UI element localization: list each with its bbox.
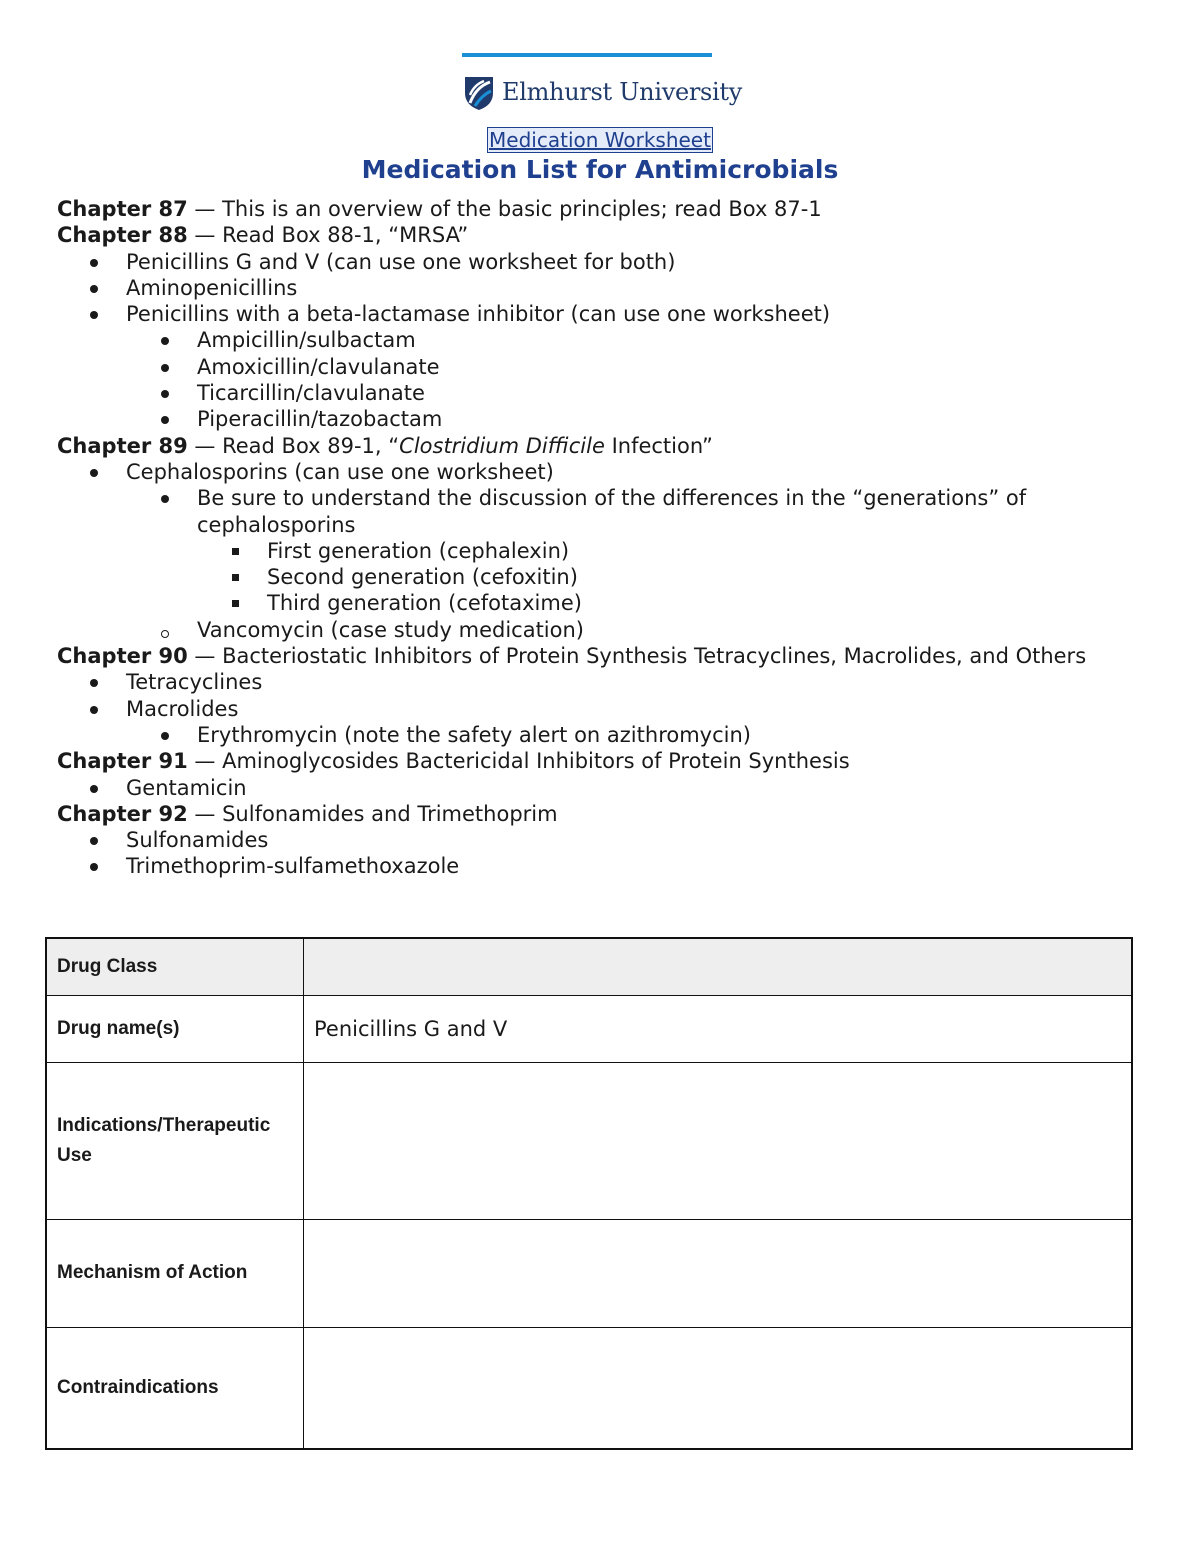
contraindications-label: Contraindications <box>46 1327 304 1449</box>
drug-class-label: Drug Class <box>46 938 304 995</box>
contraindications-field[interactable] <box>304 1327 1133 1449</box>
drug-class-field[interactable] <box>304 938 1133 995</box>
bullet-icon <box>161 337 169 345</box>
bullet-icon <box>161 416 169 424</box>
chapter-88: Chapter 88 — Read Box 88-1, “MRSA” <box>57 223 469 248</box>
drug-names-label: Drug name(s) <box>46 995 304 1062</box>
list-item: Amoxicillin/clavulanate <box>57 354 1147 380</box>
drug-names-field[interactable]: Penicillins G and V <box>304 995 1133 1062</box>
worksheet-subtitle: Medication Worksheet <box>489 128 711 152</box>
bullet-icon <box>161 364 169 372</box>
medication-worksheet-table <box>45 937 1133 1450</box>
bullet-icon <box>90 469 98 477</box>
logo-accent-bar <box>462 53 712 57</box>
bullet-icon <box>90 311 98 319</box>
university-logo <box>462 72 742 112</box>
chapter-90: Chapter 90 — Bacteriostatic Inhibitors of Protein Synthesis Tetracyclines, Macrolides, and Others <box>57 644 1087 669</box>
chapter-91: Chapter 91 — Aminoglycosides Bactericidal Inhibitors of Protein Synthesis <box>57 749 850 774</box>
mechanism-field[interactable] <box>304 1219 1133 1327</box>
table-row <box>46 1062 1132 1219</box>
bullet-icon <box>90 706 98 714</box>
indications-label: Indications/Therapeutic Use <box>46 1062 304 1219</box>
square-bullet-icon <box>232 548 239 555</box>
bullet-icon <box>90 679 98 687</box>
table-row <box>46 1327 1132 1449</box>
list-item: Aminopenicillins <box>57 275 1147 301</box>
ring-bullet-icon <box>161 630 169 638</box>
bullet-icon <box>90 837 98 845</box>
list-item: Third generation (cefotaxime) <box>57 590 1147 616</box>
square-bullet-icon <box>232 574 239 581</box>
table-row <box>46 1219 1132 1327</box>
bullet-icon <box>90 863 98 871</box>
list-item: Penicillins with a beta-lactamase inhibitor (can use one worksheet) <box>57 301 1147 327</box>
list-item: Tetracyclines <box>57 669 1147 695</box>
shield-emblem-icon <box>462 73 496 111</box>
list-item: Erythromycin (note the safety alert on azithromycin) <box>57 722 1147 748</box>
mechanism-label: Mechanism of Action <box>46 1219 304 1327</box>
chapter-92: Chapter 92 — Sulfonamides and Trimethoprim <box>57 801 558 826</box>
list-item: Ampicillin/sulbactam <box>57 327 1147 353</box>
list-item: Gentamicin <box>57 775 1147 801</box>
list-item: Macrolides <box>57 696 1147 722</box>
list-item: Piperacillin/tazobactam <box>57 406 1147 432</box>
logo-wordmark: Elmhurst University <box>502 78 743 106</box>
square-bullet-icon <box>232 600 239 607</box>
list-item: Trimethoprim-sulfamethoxazole <box>57 853 1147 879</box>
list-item: First generation (cephalexin) <box>57 538 1147 564</box>
chapter-87: Chapter 87 — This is an overview of the basic principles; read Box 87-1 <box>57 197 822 221</box>
bullet-icon <box>90 259 98 267</box>
table-row <box>46 938 1132 995</box>
list-item: Vancomycin (case study medication) <box>57 617 1147 643</box>
list-item: Sulfonamides <box>57 827 1147 853</box>
indications-field[interactable] <box>304 1062 1133 1219</box>
list-item: Cephalosporins (can use one worksheet) <box>57 459 1147 485</box>
bullet-icon <box>161 732 169 740</box>
table-row <box>46 995 1132 1062</box>
list-item: Penicillins G and V (can use one worksheet for both) <box>57 249 1147 275</box>
list-item: Second generation (cefoxitin) <box>57 564 1147 590</box>
chapter-89: Chapter 89 — Read Box 89-1, “Clostridium Difficile Infection” <box>57 433 713 458</box>
page-title: Medication List for Antimicrobials <box>361 155 839 184</box>
list-item: Ticarcillin/clavulanate <box>57 380 1147 406</box>
chapter-list <box>57 196 1147 880</box>
bullet-icon <box>90 285 98 293</box>
bullet-icon <box>90 785 98 793</box>
list-item: Be sure to understand the discussion of the differences in the “generations” of cephalosporins <box>57 485 1147 538</box>
bullet-icon <box>161 390 169 398</box>
bullet-icon <box>161 495 169 503</box>
